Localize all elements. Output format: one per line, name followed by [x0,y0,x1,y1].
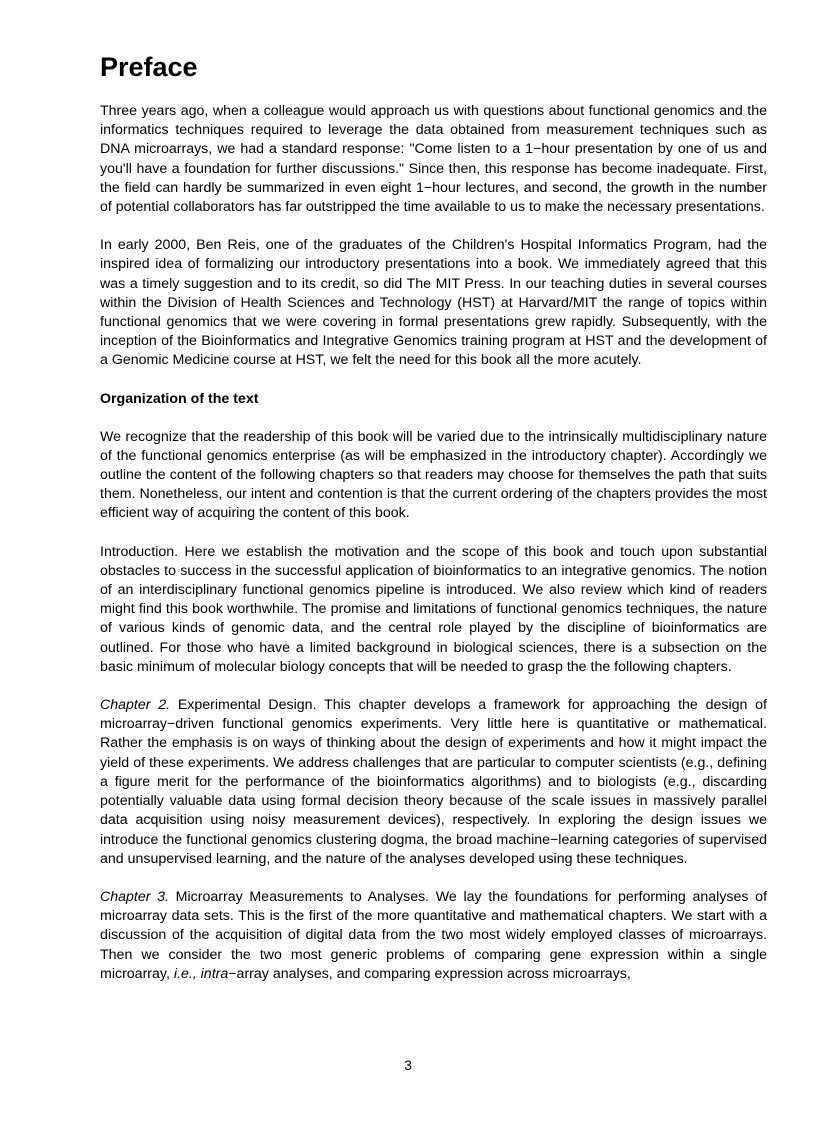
paragraph-chapter-2 [100,696,767,869]
document-page [100,50,767,1003]
paragraph-history: In early 2000, Ben Reis, one of the graduates of the Children's Hospital Informatics Program, had the inspired idea of formalizing our introductory presentations into a book. We immediately agreed that this was a timely suggestion and to its credit, so did The MIT Press. In our teaching duties in several courses within the Division of Health Sciences and Technology (HST) at Harvard/MIT the range of topics within functional genomics that we were covering in formal presentations grew rapidly. Subsequently, with the inception of the Bioinformatics and Integrative Genomics training program at HST and the development of a Genomic Medicine course at HST, we felt the need for this book all the more acutely. [100,237,767,369]
paragraph-chapter-3 [100,888,767,984]
chapter-3-label: Chapter 3. [100,888,169,905]
chapter-3-ie: i.e., intra [173,965,229,982]
chapter-3-text-a: Microarray Measurements to Analyses. We lay the foundations for performing analyses of microarray data sets. This is the first of the more quantitative and mathematical chapters. We start with a discussion of the acquisition of digital data from the two most widely employed classes of microarrays. Then we consider the two most generic problems of comparing gene expression within a single microarray, [100,888,768,982]
paragraph-introduction: Introduction. Here we establish the motivation and the scope of this book and touch upon substantial obstacles to success in the successful application of bioinformatics to an integrative genomics. The notion of an interdisciplinary functional genomics pipeline is introduced. We also review which kind of readers might find this book worthwhile. The promise and limitations of functional genomics techniques, the nature of various kinds of genomic data, and the central role played by the discipline of bioinformatics are outlined. For those who have a limited background in biological sciences, there is a subsection on the basic minimum of molecular biology concepts that will be needed to grasp the the following chapters. [100,543,767,675]
section-heading: Organization of the text [100,390,259,407]
chapter-2-text: Experimental Design. This chapter develops a framework for approaching the design of microarray−driven functional genomics experiments. Very little here is quantitative or mathematical. Rather the emphasis is on ways of thinking about the design of experiments and how it might impact the yield of these experiments. We address challenges that are particular to computer scientists (e.g., defining a figure merit for the performance of the bioinformatics algorithms) and to biologists (e.g., discarding potentially valuable data using formal decision theory because of the scale issues in massively parallel data acquisition using noisy measurement devices), respectively. In exploring the design issues we introduce the functional genomics clustering dogma, the broad machine−learning categories of supervised and unsupervised learning, and the nature of the analyses developed using these techniques. [100,697,767,867]
paragraph-intro: Three years ago, when a colleague would approach us with questions about functional genomics and the informatics techniques required to leverage the data obtained from measurement techniques such as DNA microarrays, we had a standard response: "Come listen to a 1−hour presentation by one of us and you'll have a foundation for further discussions." Since then, this response has become inadequate. First, the field can hardly be summarized in even eight 1−hour lectures, and second, the growth in the number of potential collaborators has far outstripped the time available to us to make the necessary presentations. [100,103,767,216]
paragraph-readership: We recognize that the readership of this book will be varied due to the intrinsically multidisciplinary nature of the functional genomics enterprise (as will be emphasized in the introductory chapter). Accordingly we outline the content of the following chapters so that readers may choose for themselves the path that suits them. Nonetheless, our intent and contention is that the current ordering of the chapters provides the most efficient way of acquiring the content of this book. [100,428,767,522]
chapter-2-label: Chapter 2. [100,697,171,714]
chapter-3-text-b: −array analyses, and comparing expression across microarrays, [228,965,631,982]
page-number: 3 [404,1057,412,1073]
page-title: Preface [100,52,198,82]
